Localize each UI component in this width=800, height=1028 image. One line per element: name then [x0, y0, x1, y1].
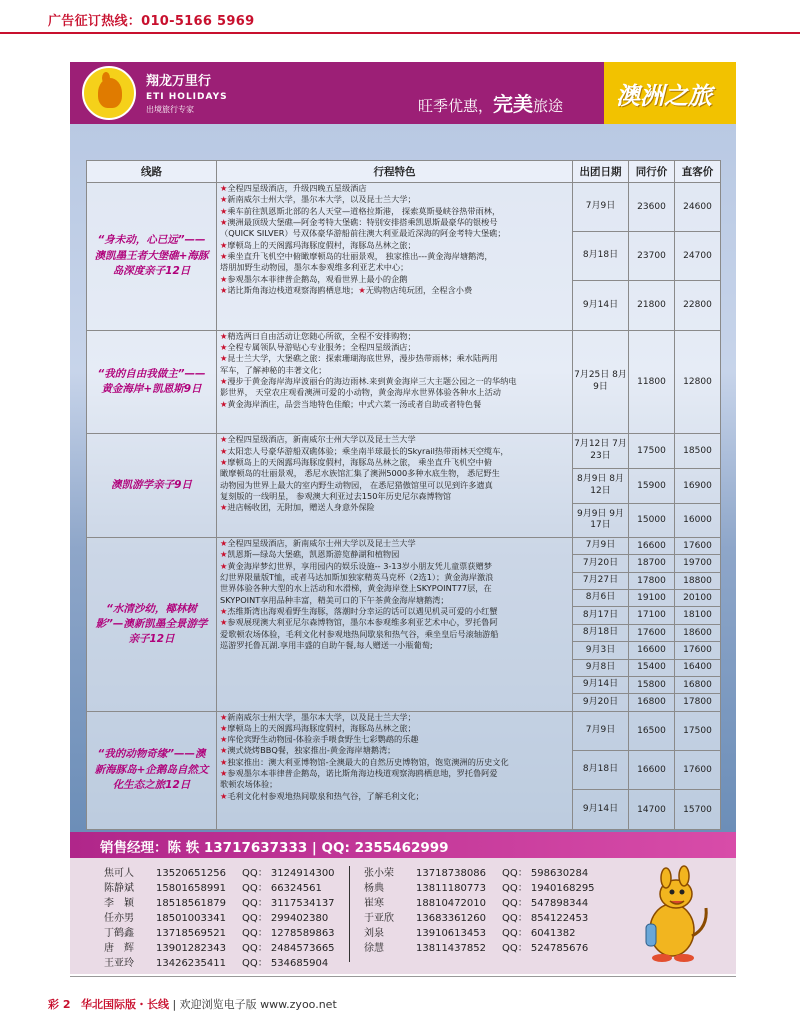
table-header-row: [87, 161, 721, 183]
feature-line: ★凯恩斯—绿岛大堡礁，凯恩斯游览静湖和植物园: [220, 549, 400, 560]
banner-title: 澳洲之旅: [616, 82, 712, 110]
contact-qq: QQ： 3117534137: [242, 898, 335, 909]
feature-line: 歌顿农场体验；: [220, 779, 278, 790]
contact-row: [104, 941, 352, 956]
feature-line: ★昆士兰大学，大堡礁之旅：探索珊瑚海底世界，漫步热带雨林；乘水陆两用: [220, 353, 498, 364]
feature-line: ★独家推出：澳大利亚博物馆-全澳最大的自然历史博物馆，饱览澳洲的历史文化: [220, 756, 509, 767]
departure-date: 9月8日: [573, 659, 629, 676]
contact-phone: 13811180773: [416, 883, 486, 894]
route-table-body: [87, 183, 721, 830]
contact-phone: 18810472010: [416, 898, 486, 909]
contact-row: [104, 896, 352, 911]
departure-date: 9月14日: [573, 281, 629, 330]
feature-line: 军车，了解神秘的丰著文化；: [220, 364, 327, 375]
brand-logo-text: [146, 70, 228, 115]
feature-line: 动物园为世界上最大的室内野生动物园， 在悉尼猎傲馆里可以见到许多遗真: [220, 479, 493, 490]
website-note[interactable]: | 欢迎浏览电子版 www.zyoo.net: [172, 998, 337, 1011]
contact-qq: QQ： 524785676: [502, 943, 589, 954]
peer-price: 17100: [629, 607, 675, 624]
sales-manager-bar: [70, 832, 736, 858]
feature-line: ★杰维斯湾出海观看野生海豚，落潮时分幸运的话可以遇见机灵可爱的小红蟹: [220, 605, 498, 616]
feature-line: （QUICK SILVER）号双体豪华游船前往澳大利亚最近深海的阿金考特大堡礁；: [220, 228, 506, 239]
contact-name: 于亚欣: [364, 913, 394, 924]
header-route: 线路: [87, 161, 217, 183]
header-date: 出团日期: [573, 161, 629, 183]
contact-qq: QQ： 854122453: [502, 913, 589, 924]
departure-date: 8月18日: [573, 751, 629, 790]
contact-qq: QQ： 1940168295: [502, 883, 595, 894]
route-features: [217, 330, 573, 434]
footer: [48, 996, 337, 1012]
table-row: [87, 330, 721, 434]
contact-row: [104, 866, 352, 881]
departure-date: 8月18日: [573, 624, 629, 641]
feature-line: ★摩顿岛上的天阁露玛海豚度假村，海豚岛丛林之旅， 乘坐直升飞机空中俯: [220, 457, 492, 467]
feature-line: ★参观墨尔本菲律普企鹅岛，观看世界上最小的企鹅: [220, 273, 408, 284]
contact-qq: QQ： 299402380: [242, 913, 329, 924]
feature-line: ★澳式烧烤BBQ餐，独家推出-黄金海岸塘鹅湾；: [220, 745, 396, 756]
contact-qq: QQ： 598630284: [502, 868, 589, 879]
peer-price: 16600: [629, 751, 675, 790]
contact-row: [104, 881, 352, 896]
departure-date: 7月9日: [573, 538, 629, 555]
departure-date: 9月14日: [573, 790, 629, 830]
contact-phone: 13718569521: [156, 928, 226, 939]
contact-row: [364, 881, 612, 896]
feature-line: ★库伦宾野生动物园-体验亲手喂食野生七彩鹦鹉的乐趣: [220, 734, 419, 745]
route-name: “我的自由我做主”——黄金海岸+凯恩斯9日: [87, 330, 217, 434]
peer-price: 21800: [629, 281, 675, 330]
feature-line: ★摩顿岛上的天阁露玛海豚度假村，海豚岛丛林之旅；: [220, 239, 416, 250]
feature-line: ★全程专属领队导游贴心专业服务；全程四星级酒店；: [220, 341, 416, 352]
direct-price: 20100: [675, 590, 721, 607]
contact-qq: QQ： 547898344: [502, 898, 589, 909]
table-row: [87, 711, 721, 750]
kangaroo-mascot-icon: [632, 864, 712, 964]
contact-name: 徐慧: [364, 943, 384, 954]
direct-price: 17600: [675, 538, 721, 555]
contact-name: 王亚玲: [104, 958, 134, 969]
contact-qq: QQ： 3124914300: [242, 868, 335, 879]
direct-price: 18600: [675, 624, 721, 641]
contact-name: 李 颖: [104, 898, 134, 909]
feature-line: 爱歌顿农场体验，毛利文化村参观地热间歇泉和热气谷，乘坐皇后号滚轴游船: [220, 628, 499, 639]
feature-line: ★太阳恋人号豪华游船双礁体验；乘坐南半球最长的Skyrail热带雨林天空缆车，: [220, 445, 509, 456]
contact-phone: 13901282343: [156, 943, 226, 954]
contact-row: [364, 896, 612, 911]
peer-price: 23600: [629, 183, 675, 232]
banner: [70, 62, 736, 124]
departure-date: 9月3日: [573, 642, 629, 659]
departure-date: 9月14日: [573, 676, 629, 693]
contact-name: 张小荣: [364, 868, 394, 879]
feature-line: ★全程四星级酒店，新南威尔士州大学以及昆士兰大学: [220, 538, 416, 549]
contact-qq: QQ： 1278589863: [242, 928, 335, 939]
table-row: [87, 183, 721, 232]
sales-manager: 销售经理：陈 轶 13717637333 | QQ: 2355462999: [100, 840, 449, 856]
brand-tagline: 出境旅行专家: [146, 105, 194, 114]
feature-line: ★全程四星级酒店，升级四晚五星级酒店: [220, 183, 367, 193]
brand-name-cn: 翔龙万里行: [146, 74, 212, 89]
contact-phone: 15801658991: [156, 883, 226, 894]
direct-price: 17600: [675, 751, 721, 790]
contact-phone: 13426235411: [156, 958, 226, 969]
contact-name: 崔寒: [364, 898, 384, 909]
direct-price: 22800: [675, 281, 721, 330]
contact-name: 唐 辉: [104, 943, 134, 954]
feature-line: SKYPOINT享用品种丰富，精美可口的下午茶黄金海岸塘鹅湾；: [220, 594, 449, 605]
feature-line: ★诺比斯角海边栈道观察海鸥栖息地；★无购物店纯玩团，全程含小费: [220, 284, 473, 295]
brand-name-en: ETI HOLIDAYS: [146, 92, 228, 102]
direct-price: 12800: [675, 330, 721, 434]
header-features: 行程特色: [217, 161, 573, 183]
banner-slogan: 旺季优惠，完美旅途: [418, 92, 564, 116]
route-table: [86, 160, 721, 830]
feature-line: ★毛利文化村参观地热间歇泉和热气谷，了解毛利文化；: [220, 790, 424, 801]
peer-price: 14700: [629, 790, 675, 830]
feature-line: ★新南威尔士州大学，墨尔本大学，以及昆士兰大学；: [220, 194, 416, 205]
feature-line: ★参观展现澳大利亚尼尔森博物馆，墨尔本参观维多利亚艺术中心，罗托鲁阿: [220, 617, 498, 628]
peer-price: 16500: [629, 711, 675, 750]
peer-price: 15900: [629, 468, 675, 503]
kangaroo-logo-icon: [82, 66, 136, 120]
contact-row: [364, 941, 612, 956]
page-number: 彩 2: [48, 998, 71, 1011]
peer-price: 17500: [629, 434, 675, 469]
contact-qq: QQ： 2484573665: [242, 943, 335, 954]
departure-date: 7月25日 8月9日: [573, 330, 629, 434]
contact-phone: 13683361260: [416, 913, 486, 924]
direct-price: 16800: [675, 676, 721, 693]
contact-phone: 13520651256: [156, 868, 226, 879]
departure-date: 7月9日: [573, 711, 629, 750]
direct-price: 16900: [675, 468, 721, 503]
contact-row: [364, 911, 612, 926]
direct-price: 24700: [675, 232, 721, 281]
direct-price: 18500: [675, 434, 721, 469]
departure-date: 7月9日: [573, 183, 629, 232]
header-rule: [0, 32, 800, 34]
ad-hotline: 广告征订热线：010-5166 5969: [48, 14, 255, 29]
peer-price: 17800: [629, 572, 675, 589]
feature-line: ★进店畅收团，无附加，赠送人身意外保险: [220, 502, 375, 513]
footer-rule: [70, 976, 736, 977]
contact-row: [104, 926, 352, 941]
feature-line: ★黄金海岸梦幻世界，享用园内的娱乐设施-- 3-13岁小朋友凭儿童票获赠梦: [220, 560, 492, 571]
feature-line: ★摩顿岛上的天阁露玛海豚度假村，海豚岛丛林之旅；: [220, 722, 416, 733]
departure-date: 9月20日: [573, 694, 629, 711]
contact-qq: QQ： 534685904: [242, 958, 329, 969]
departure-date: 7月12日 7月23日: [573, 434, 629, 469]
feature-line: ★黄金海岸酒庄，品尝当地特色佳酿；中式六菜一汤或者自助或者特色餐: [220, 398, 482, 409]
peer-price: 19100: [629, 590, 675, 607]
feature-line: ★参观墨尔本菲律普企鹅岛，诺比斯角海边栈道观察海鸥栖息地，罗托鲁阿爱: [220, 768, 498, 779]
departure-date: 7月27日: [573, 572, 629, 589]
route-features: [217, 183, 573, 331]
direct-price: 16400: [675, 659, 721, 676]
peer-price: 16600: [629, 642, 675, 659]
peer-price: 16800: [629, 694, 675, 711]
feature-line: ★乘坐直升飞机空中俯瞰摩顿岛的壮丽景观， 独家推出---黄金海岸塘鹅湾，: [220, 250, 493, 261]
direct-price: 24600: [675, 183, 721, 232]
contact-name: 焦可人: [104, 868, 134, 879]
contacts-divider: [349, 866, 350, 962]
peer-price: 15000: [629, 503, 675, 538]
direct-price: 18100: [675, 607, 721, 624]
departure-date: 8月6日: [573, 590, 629, 607]
peer-price: 23700: [629, 232, 675, 281]
contact-name: 杨典: [364, 883, 384, 894]
table-row: [87, 434, 721, 469]
contact-name: 陈静斌: [104, 883, 134, 894]
departure-date: 8月17日: [573, 607, 629, 624]
feature-line: 幻世界限量版T恤，或者马达加斯加独家精英马克杯（2选1）；黄金海岸激浪: [220, 572, 494, 583]
contacts-left: [104, 866, 352, 971]
route-features: [217, 538, 573, 711]
peer-price: 17600: [629, 624, 675, 641]
departure-date: 8月9日 8月12日: [573, 468, 629, 503]
feature-line: ★新南威尔士州大学，墨尔本大学，以及昆士兰大学；: [220, 711, 416, 722]
direct-price: 16000: [675, 503, 721, 538]
contact-phone: 18501003341: [156, 913, 226, 924]
contact-name: 丁鹤鑫: [104, 928, 134, 939]
direct-price: 19700: [675, 555, 721, 572]
peer-price: 15400: [629, 659, 675, 676]
feature-line: 巡游罗托鲁瓦湖.享用丰盛的自助午餐,每人赠送一小瓶葡萄;: [220, 639, 433, 650]
contact-qq: QQ： 6041382: [502, 928, 576, 939]
direct-price: 18800: [675, 572, 721, 589]
contact-row: [104, 956, 352, 971]
contact-qq: QQ： 66324561: [242, 883, 322, 894]
route-name: “我的动物奇缘”——澳新海豚岛+企鹅岛自然文化生态之旅12日: [87, 711, 217, 829]
feature-line: 影世界， 天堂农庄观看澳洲可爱的小动物，黄金海岸水世界体验各种水上活动: [220, 387, 501, 398]
edition-label: 华北国际版・长线: [80, 998, 169, 1011]
direct-price: 15700: [675, 790, 721, 830]
feature-line: ★漫步于黄金海岸海岸波丽台的海边雨林.来到黄金海岸三大主题公园之一的华纳电: [220, 375, 517, 386]
contact-phone: 13718738086: [416, 868, 486, 879]
feature-line: ★乘车前往凯恩斯北部的名人天堂—道格拉斯港， 探索莫斯曼峡谷热带雨林，: [220, 205, 501, 216]
peer-price: 15800: [629, 676, 675, 693]
contact-phone: 18518561879: [156, 898, 226, 909]
feature-line: 复刻版的一线明星， 参观澳大利亚过去150年历史尼尔森博物馆: [220, 490, 452, 501]
feature-line: 世界体验各种大型的水上活动和水滑梯，黄金海岸登上SKYPOINT77层，在: [220, 583, 492, 594]
departure-date: 8月18日: [573, 232, 629, 281]
table-row: [87, 538, 721, 555]
departure-date: 9月9日 9月17日: [573, 503, 629, 538]
contacts-panel: [70, 858, 736, 974]
route-features: [217, 434, 573, 538]
contacts-right: [364, 866, 612, 956]
banner-title-box: [604, 62, 736, 124]
feature-line: 瞰摩顿岛的壮丽景观， 悉尼水族馆汇集了澳洲5000多种水底生物， 悉尼野生: [220, 468, 500, 479]
route-features: [217, 711, 573, 829]
route-name: “身未动，心已远”——澳凯墨王者大堡礁+海豚岛深度亲子12日: [87, 183, 217, 331]
contact-row: [364, 866, 612, 881]
contact-phone: 13811437852: [416, 943, 486, 954]
route-name: “水清沙幼，椰林树影”—澳新凯墨全景游学亲子12日: [87, 538, 217, 711]
direct-price: 17600: [675, 642, 721, 659]
peer-price: 18700: [629, 555, 675, 572]
departure-date: 7月20日: [573, 555, 629, 572]
route-name: 澳凯游学亲子9日: [87, 434, 217, 538]
feature-line: ★精选两日自由活动让您随心所欲，全程不安排购物；: [220, 330, 416, 341]
contact-row: [364, 926, 612, 941]
direct-price: 17800: [675, 694, 721, 711]
direct-price: 17500: [675, 711, 721, 750]
contact-phone: 13910613453: [416, 928, 486, 939]
peer-price: 11800: [629, 330, 675, 434]
header-direct-price: 直客价: [675, 161, 721, 183]
peer-price: 16600: [629, 538, 675, 555]
feature-line: 塔朋加野生动物园，墨尔本参观维多利亚艺术中心；: [220, 262, 409, 273]
contact-name: 刘泉: [364, 928, 384, 939]
header-peer-price: 同行价: [629, 161, 675, 183]
feature-line: ★全程四星级酒店，新南威尔士州大学以及昆士兰大学: [220, 434, 416, 445]
feature-line: ★澳洲最顶级大堡礁—阿金考特大堡礁：特别安排搭乘凯恩斯最豪华的银梭号: [220, 216, 498, 227]
contact-row: [104, 911, 352, 926]
contact-name: 任亦男: [104, 913, 134, 924]
